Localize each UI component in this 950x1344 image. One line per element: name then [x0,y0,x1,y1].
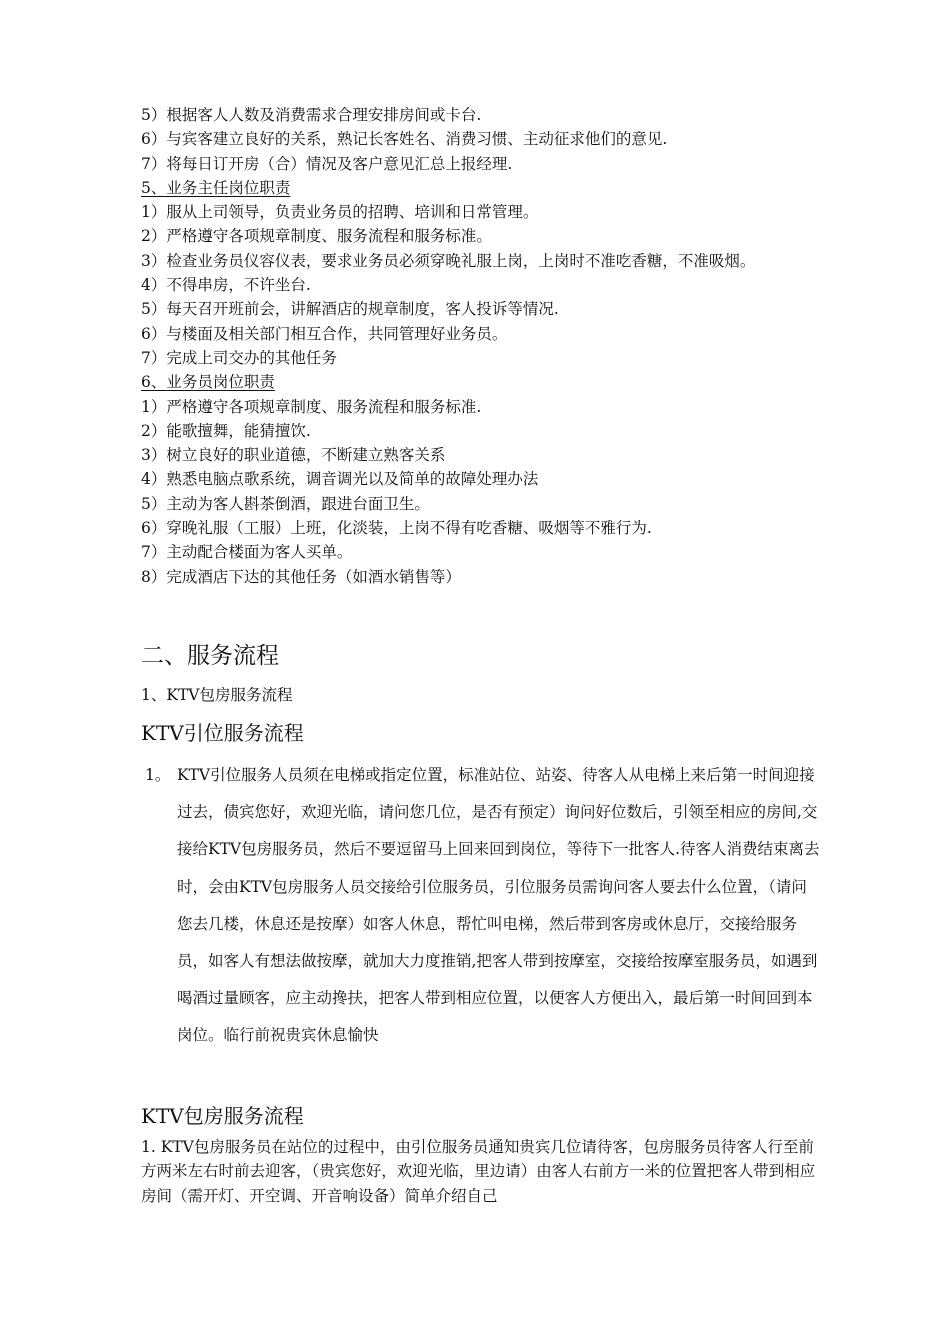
list-item: 7）完成上司交办的其他任务 [141,348,337,367]
list-item: 4）熟悉电脑点歌系统，调音调光以及简单的故障处理办法 [141,470,539,489]
room-paragraph: 1. KTV包房服务员在站位的过程中，由引位服务员通知贵宾几位请待客，包房服务员待客人行至前方两米左右时前去迎客，（贵宾您好，欢迎光临，里边请）由客人右前方一米的位置把客人带到相应房间（需开灯、开空调、开音响设备）简单介绍自己 [141,1138,816,1205]
list-item: 2）严格遵守各项规章制度、服务流程和服务标准。 [141,227,492,246]
list-item: 5）主动为客人斟茶倒酒，跟进台面卫生。 [141,494,430,513]
section6-heading: 6、业务员岗位职责 [141,373,275,392]
list-item: 7）将每日订开房（合）情况及客户意见汇总上报经理. [141,154,513,173]
list-item: 2）能歌擅舞，能猜擅饮. [141,421,311,440]
guide-heading: KTV引位服务流程 [141,721,304,745]
list-item: 1）服从上司领导，负责业务员的招聘、培训和日常管理。 [141,203,539,222]
list-item: 6）穿晚礼服（工服）上班，化淡装，上岗不得有吃香糖、吸烟等不雅行为. [141,519,652,538]
item-text: KTV引位服务人员须在电梯或指定位置，标准站位、站姿、待客人从电梯上来后第一时间迎接过去，债宾您好，欢迎光临，请问您几位，是否有预定）询问好位数后，引领至相应的房间,交接给KTV包房服务员，然后不要逗留马上回来回到岗位，等待下一批客人.待客人消费结束离去时，会由KTV包房服务人员交接给引位服务员，引位服务员需询问客人要去什么位置，（请问您去几楼，休息还是按摩）如客人休息，帮忙叫电梯，然后带到客房或休息厅，交接给服务员，如客人有想法做按摩，就加大力度推销,把客人带到按摩室，交接给按摩室服务员，如遇到喝酒过量顾客，应主动搀扶，把客人带到相应位置，以便客人方便出入，最后第一时间回到本岗位。临行前祝贵宾休息愉快 [177,766,820,1045]
section5-heading: 5、业务主任岗位职责 [141,178,291,197]
list-item: 3）检查业务员仪容仪表，要求业务员必须穿晚礼服上岗，上岗时不准吃香糖，不准吸烟。 [141,251,756,270]
top-list [141,103,821,589]
list-item: 1）严格遵守各项规章制度、服务流程和服务标准. [141,397,482,416]
guide-numbered-item [141,757,821,1055]
list-item: 6）与楼面及相关部门相互合作，共同管理好业务员。 [141,324,508,343]
list-item: 8）完成酒店下达的其他任务（如酒水销售等） [141,567,461,586]
list-item: 6）与宾客建立良好的关系，熟记长客姓名、消费习惯、主动征求他们的意见. [141,130,668,149]
list-item: 7）主动配合楼面为客人买单。 [141,543,353,562]
list-item: 4）不得串房，不许坐台. [141,276,311,295]
section-subtitle: 1、KTV包房服务流程 [141,686,293,704]
section-title: 二、服务流程 [141,643,279,669]
list-item: 5）根据客人人数及消费需求合理安排房间或卡台. [141,106,482,124]
list-item: 3）树立良好的职业道德，不断建立熟客关系 [141,446,446,465]
list-item: 5）每天召开班前会，讲解酒店的规章制度，客人投诉等情况. [141,300,559,319]
item-number: 1。 [145,766,171,784]
room-heading: KTV包房服务流程 [141,1104,304,1128]
